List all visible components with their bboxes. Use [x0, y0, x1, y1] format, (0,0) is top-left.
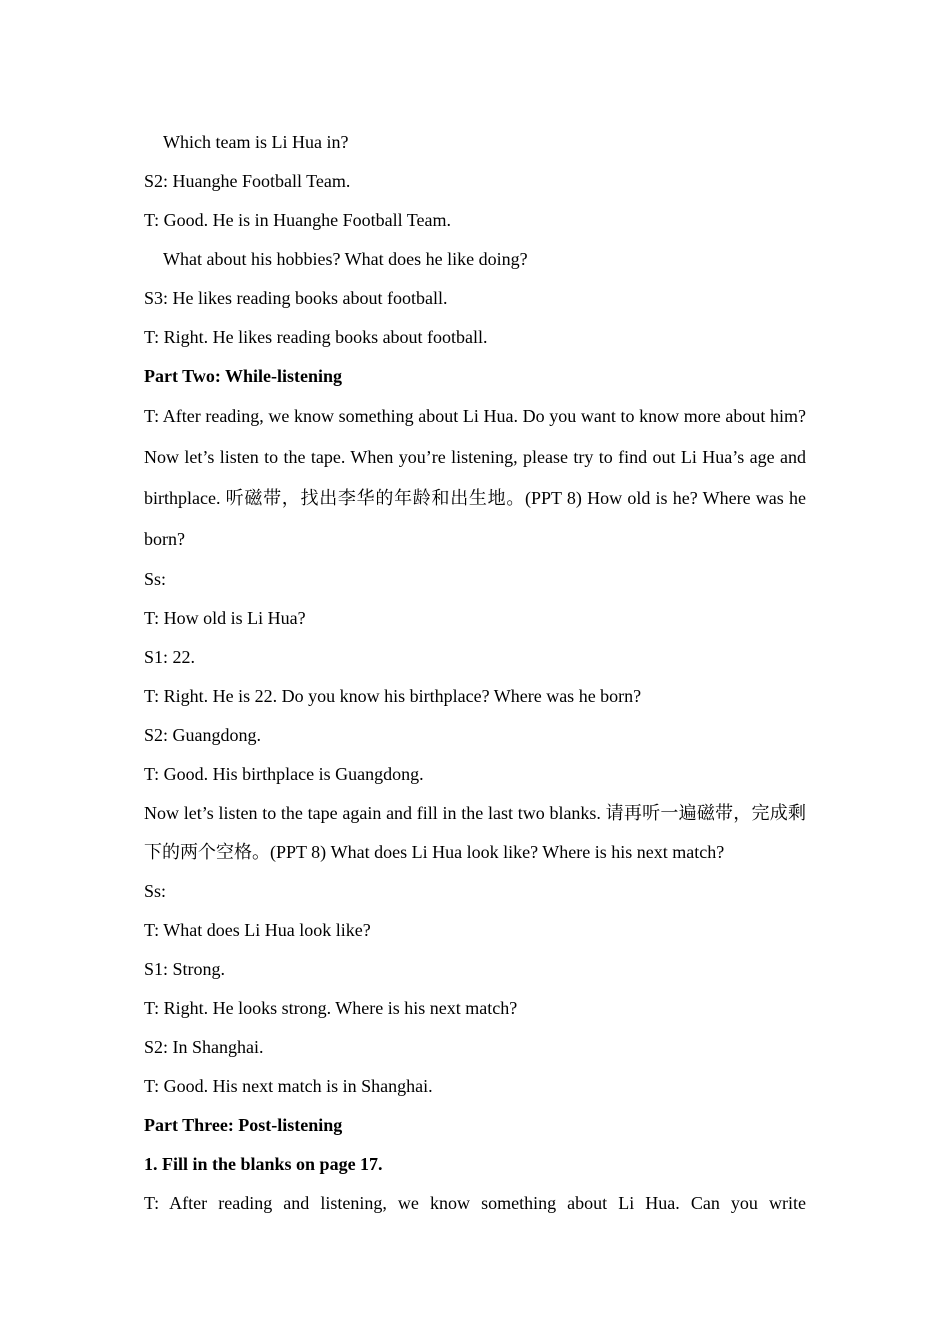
- text-line: Ss:: [144, 881, 167, 901]
- text-line: S2: Guangdong.: [144, 725, 261, 745]
- section-heading-part-three: Part Three: Post-listening: [144, 1115, 343, 1135]
- text-line: S2: Huanghe Football Team.: [144, 171, 351, 191]
- text-line: What about his hobbies? What does he like doing?: [163, 249, 528, 269]
- text-line: T: Good. His birthplace is Guangdong.: [144, 764, 424, 784]
- text-line: T: Good. His next match is in Shanghai.: [144, 1076, 433, 1096]
- paragraph-partial: T: After reading and listening, we know something about Li Hua. Can you write: [144, 1193, 806, 1213]
- text-line: T: Right. He is 22. Do you know his birthplace? Where was he born?: [144, 686, 642, 706]
- text-line: T: Right. He looks strong. Where is his next match?: [144, 998, 518, 1018]
- text-line: S1: Strong.: [144, 959, 226, 979]
- text-line: T: How old is Li Hua?: [144, 608, 306, 628]
- section-heading-part-two: Part Two: While-listening: [144, 366, 342, 386]
- paragraph: T: After reading, we know something about Li Hua. Do you want to know more about him? Now let’s listen to the tape. When you’re listening, please try to find out Li Hua’s age and birthplace. 听磁带，找出李华的年龄和出生地。(PPT 8) How old is he? Where was he born?: [144, 406, 806, 549]
- text-line: S2: In Shanghai.: [144, 1037, 264, 1057]
- text-line: S3: He likes reading books about football.: [144, 288, 448, 308]
- text-line: S1: 22.: [144, 647, 196, 667]
- text-line: Ss:: [144, 569, 167, 589]
- paragraph: Now let’s listen to the tape again and fill in the last two blanks. 请再听一遍磁带，完成剩下的两个空格。(PPT 8) What does Li Hua look like? Where is his next match?: [144, 803, 806, 862]
- text-line: T: Right. He likes reading books about football.: [144, 327, 488, 347]
- text-line: Which team is Li Hua in?: [163, 132, 349, 152]
- document-page: [144, 123, 806, 1223]
- text-line: T: What does Li Hua look like?: [144, 920, 371, 940]
- step-heading: 1. Fill in the blanks on page 17.: [144, 1154, 383, 1174]
- text-line: T: Good. He is in Huanghe Football Team.: [144, 210, 451, 230]
